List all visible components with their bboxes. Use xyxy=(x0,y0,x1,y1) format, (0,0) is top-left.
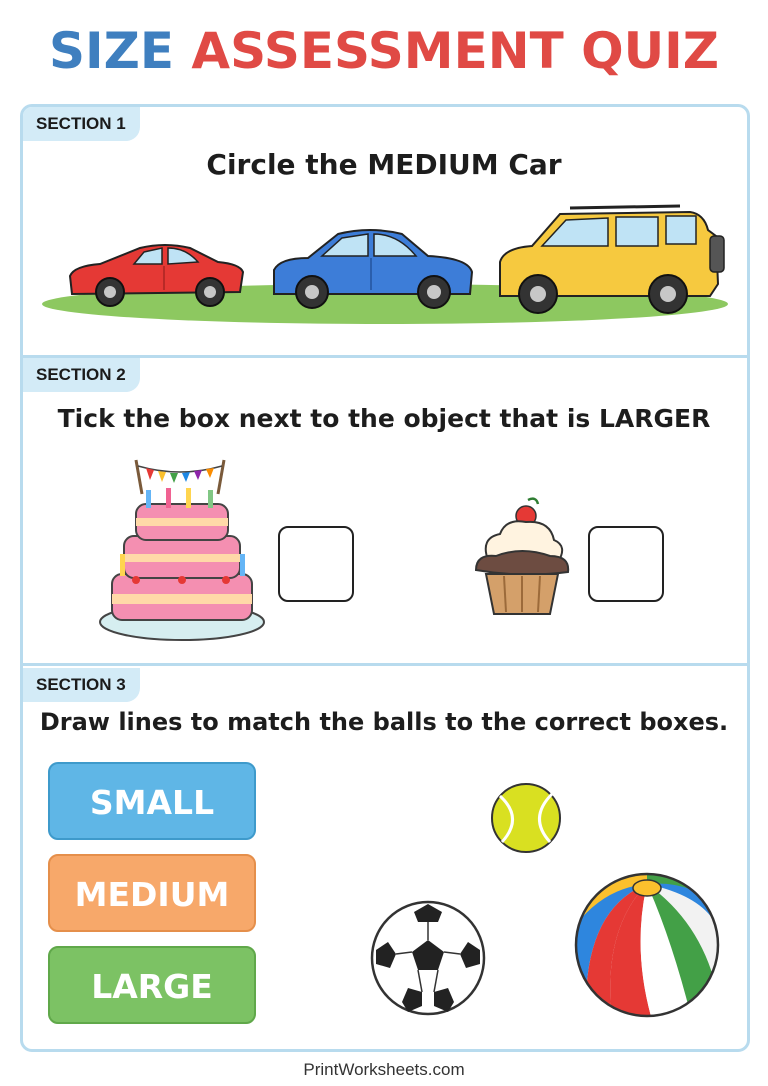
page-title xyxy=(0,22,768,80)
title-part-assessment: ASSESSMENT QUIZ xyxy=(191,22,720,80)
cake-icon xyxy=(96,454,268,646)
tennis-ball-icon[interactable] xyxy=(488,780,564,856)
cake-tick-box[interactable] xyxy=(278,526,354,602)
yellow-suv-icon[interactable] xyxy=(500,206,724,313)
medium-box[interactable]: MEDIUM xyxy=(48,854,256,932)
cupcake-icon xyxy=(470,494,574,618)
section-divider-2 xyxy=(20,663,750,666)
footer-site: PrintWorksheets.com xyxy=(303,1060,465,1079)
cupcake-tick-box[interactable] xyxy=(588,526,664,602)
title-part-size: SIZE xyxy=(48,22,174,80)
small-box[interactable]: SMALL xyxy=(48,762,256,840)
cars-scene xyxy=(40,200,730,330)
large-box[interactable]: LARGE xyxy=(48,946,256,1024)
section-3-instruction: Draw lines to match the balls to the correct boxes. xyxy=(39,708,729,736)
beach-ball-icon[interactable] xyxy=(572,870,722,1020)
section-2-instruction: Tick the box next to the object that is LARGER xyxy=(57,404,711,433)
section-2-tag: SECTION 2 xyxy=(23,358,140,392)
section-3-tag: SECTION 3 xyxy=(23,668,140,702)
section-1-instruction: Circle the MEDIUM Car xyxy=(206,148,562,181)
soccer-ball-icon[interactable] xyxy=(368,898,488,1018)
section-1-tag: SECTION 1 xyxy=(23,107,140,141)
